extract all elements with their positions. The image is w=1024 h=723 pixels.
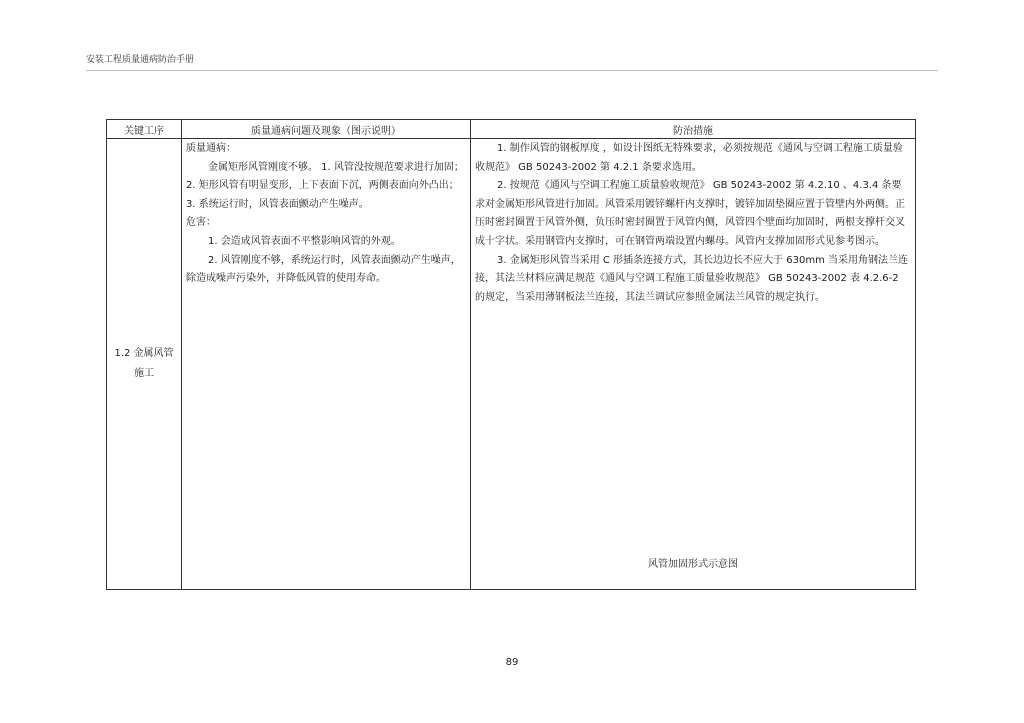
problem-description: 金属矩形风管刚度不够。 1. 风管没按规范要求进行加固； 2. 矩形风管有明显变形，上下表面下沉，两侧表面向外凸出； 3. 系统运行时，风管表面颤动产生噪声。: [186, 161, 464, 210]
measure-item-1: 1. 制作风管的钢板厚度 ，如设计图纸无特殊要求，必须按规范《通风与空调工程施工质量验收规范》 GB 50243-2002 第 4.2.1 条要求选用。: [475, 143, 903, 173]
harm-item-1: 1. 会造成风管表面不平整影响风管的外观。: [208, 235, 401, 247]
key-process-cell: 1.2 金属风管施工: [107, 139, 182, 590]
problem-cell: [182, 139, 471, 590]
header-rule: [86, 70, 938, 71]
problem-label: 质量通病：: [186, 143, 236, 154]
page-number: 89: [505, 657, 519, 668]
measure-item-2: 2. 按规范《通风与空调工程施工质量验收规范》 GB 50243-2002 第 4.2.10 、4.3.4 条要求对金属矩形风管进行加固。风管采用镀锌螺杆内支撑时，镀锌加固垫圈应置于管壁内外两侧。正压时密封圈置于风管外侧，负压时密封圈置于风管内侧，风管四个壁面均加固时，两根支撑杆交叉成十字状。采用钢管内支撑时，可在钢管两端设置内螺母。风管内支撑加固形式见参考图示。: [475, 180, 905, 247]
harm-item-2: 2. 风管刚度不够，系统运行时，风管表面颤动产生噪声，除造成噪声污染外，并降低风管的使用寿命。: [186, 254, 461, 285]
quality-table: [106, 119, 916, 590]
table-row: [107, 139, 916, 590]
col-header-measures: 防治措施: [471, 120, 916, 139]
figure-caption: 风管加固形式示意图: [648, 559, 738, 571]
col-header-problem: 质量通病问题及现象（图示说明）: [182, 120, 471, 139]
table-header-row: [107, 120, 916, 139]
measures-cell: [471, 139, 916, 590]
harm-label: 危害：: [186, 217, 216, 229]
col-header-key-process: 关键工序: [107, 120, 182, 139]
measure-item-3: 3. 金属矩形风管当采用 C 形插条连接方式，其长边边长不应大于 630mm 当采用角钢法兰连接，其法兰材料应满足规范《通风与空调工程施工质量验收规范》 GB 50243-2002 表 4.2.6-2 的规定，当采用薄钢板法兰连接，其法兰调试应参照金属法兰风管的规定执行。: [475, 254, 908, 303]
running-header: 安装工程质量通病防治手册: [86, 55, 195, 65]
